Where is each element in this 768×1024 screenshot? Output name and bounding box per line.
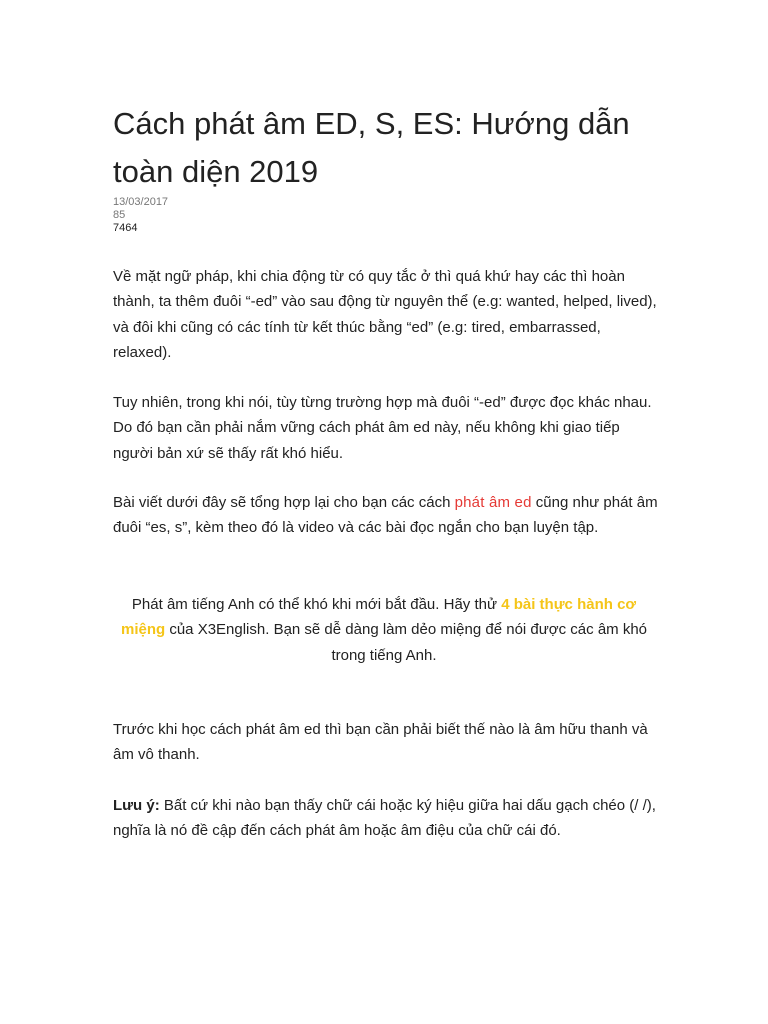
third-paragraph-text-start: Bài viết dưới đây sẽ tổng hợp lại cho bạn các cách [113, 494, 455, 511]
publish-date: 13/03/2017 [113, 196, 169, 208]
article-title: Cách phát âm ED, S, ES: Hướng dẫn toàn diện 2019 [113, 106, 630, 189]
second-paragraph: Tuy nhiên, trong khi nói, tùy từng trường hợp mà đuôi “-ed” được đọc khác nhau. Do đó bạn cần phải nắm vững cách phát âm ed này, nếu không khi giao tiếp người bản xứ sẽ thấy rất khó hiểu. [113, 394, 652, 462]
pronunciation-ed-link[interactable]: phát âm ed [454, 494, 532, 511]
article-meta [113, 196, 168, 235]
third-paragraph [113, 490, 661, 541]
callout-text-start: Phát âm tiếng Anh có thể khó khi mới bắt đầu. Hãy thử [131, 596, 502, 613]
mouth-exercise-link[interactable]: 4 bài thực hành cơ miệng [120, 596, 637, 639]
view-count: 7464 [113, 222, 138, 234]
callout-paragraph [113, 592, 655, 668]
intro-paragraph: Về mặt ngữ pháp, khi chia động từ có quy tắc ở thì quá khứ hay các thì hoàn thành, ta thêm đuôi “-ed” vào sau động từ nguyên thể (e.g: wanted, helped, lived), và đôi khi cũng có các tính từ kết thúc bằng “ed” (e.g: tired, embarrassed, relaxed). [113, 268, 657, 361]
comment-count: 85 [113, 209, 126, 221]
voiced-voiceless-paragraph: Trước khi học cách phát âm ed thì bạn cần phải biết thế nào là âm hữu thanh và âm vô thanh. [113, 721, 648, 764]
third-paragraph-text-end: cũng như phát âm đuôi “es, s”, kèm theo đó là video và các bài đọc ngắn cho bạn luyện tập. [113, 494, 658, 537]
note-paragraph [113, 793, 661, 844]
callout-text-end: của X3English. Bạn sẽ dễ dàng làm dẻo miệng để nói được các âm khó trong tiếng Anh. [165, 621, 648, 664]
note-label: Lưu ý: [113, 797, 160, 814]
note-text: Bất cứ khi nào bạn thấy chữ cái hoặc ký hiệu giữa hai dấu gạch chéo (/ /), nghĩa là nó đề cập đến cách phát âm hoặc âm điệu của chữ cái đó. [113, 797, 656, 840]
